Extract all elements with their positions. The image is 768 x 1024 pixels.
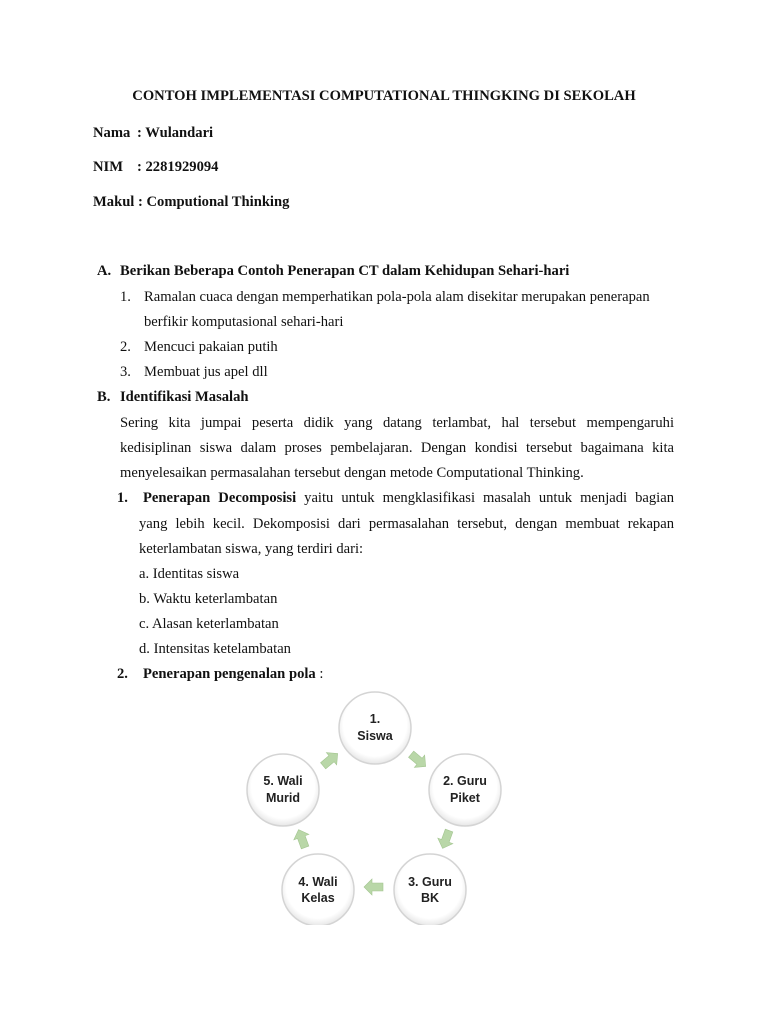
- document-title: CONTOH IMPLEMENTASI COMPUTATIONAL THINGKING DI SEKOLAH: [132, 88, 636, 104]
- section-a-heading: Berikan Beberapa Contoh Penerapan CT dalam Kehidupan Sehari-hari: [120, 263, 570, 279]
- node-label: 4. Wali: [298, 875, 338, 889]
- point-1-text: yaitu untuk mengklasifikasi masalah untuk menjadi bagian: [296, 490, 674, 506]
- paragraph-line: kedisiplinan siswa dalam proses pembelajaran. Dengan kondisi tersebut bagaimana kita: [120, 440, 674, 456]
- cycle-node-guru-piket: [429, 754, 501, 826]
- point-2-bold-term: Penerapan pengenalan pola: [143, 666, 316, 682]
- cycle-node-wali-murid: [247, 754, 319, 826]
- nim-value: : 2281929094: [137, 159, 219, 175]
- cycle-arrow: [406, 748, 431, 772]
- list-item-number: 1.: [120, 289, 131, 305]
- paragraph-line: menyelesaikan permasalahan tersebut dengan metode Computational Thinking.: [120, 465, 584, 481]
- point-2-text: :: [315, 666, 324, 682]
- point-2-number: 2.: [117, 666, 128, 682]
- node-label: 1.: [369, 712, 381, 726]
- list-item-text: Ramalan cuaca dengan memperhatikan pola-pola alam disekitar merupakan penerapan: [144, 289, 650, 305]
- cycle-diagram: [230, 690, 520, 925]
- list-item-text-continued: berfikir komputasional sehari-hari: [144, 314, 344, 330]
- cycle-arrow: [318, 747, 343, 771]
- point-1-line: [143, 491, 674, 506]
- point-1-line-2: yang lebih kecil. Dekomposisi dari permasalahan tersebut, dengan membuat rekapan: [139, 516, 674, 532]
- node-label: Murid: [265, 791, 301, 805]
- section-a-marker: A.: [97, 263, 112, 279]
- cycle-arrow: [291, 827, 313, 850]
- point-1-bold-term: Penerapan Decomposisi: [143, 490, 297, 506]
- node-label: Piket: [450, 791, 480, 805]
- section-b-marker: B.: [97, 389, 111, 405]
- sub-list-item: a. Identitas siswa: [139, 566, 240, 582]
- cycle-arrow: [364, 879, 383, 895]
- makul-label: Makul: [93, 194, 135, 210]
- cycle-node-wali-kelas: [282, 854, 354, 925]
- nama-value: : Wulandari: [137, 125, 214, 141]
- cycle-node-siswa: [339, 692, 411, 764]
- list-item-text: Mencuci pakaian putih: [144, 339, 278, 355]
- sub-list-item: d. Intensitas ketelambatan: [139, 641, 291, 657]
- node-label: Kelas: [301, 891, 335, 905]
- sub-list-item: c. Alasan keterlambatan: [139, 616, 279, 632]
- node-label: Siswa: [357, 729, 393, 743]
- cycle-arrow: [435, 828, 457, 851]
- point-2-line: [143, 667, 323, 682]
- list-item-number: 3.: [120, 364, 131, 380]
- makul-value: : Computional Thinking: [138, 194, 290, 210]
- section-b-heading: Identifikasi Masalah: [120, 389, 249, 405]
- node-label: 2. Guru: [443, 774, 487, 788]
- paragraph-line: Sering kita jumpai peserta didik yang datang terlambat, hal tersebut mempengaruhi: [120, 415, 674, 431]
- list-item-text: Membuat jus apel dll: [144, 364, 268, 380]
- cycle-node-guru-bk: [394, 854, 466, 925]
- nama-label: Nama: [93, 125, 131, 141]
- node-label: 5. Wali: [263, 774, 303, 788]
- point-1-number: 1.: [117, 490, 128, 506]
- list-item-number: 2.: [120, 339, 131, 355]
- sub-list-item: b. Waktu keterlambatan: [139, 591, 278, 607]
- node-label: BK: [420, 891, 440, 905]
- node-label: 3. Guru: [408, 875, 452, 889]
- point-1-line-3: keterlambatan siswa, yang terdiri dari:: [139, 541, 364, 557]
- nim-label: NIM: [93, 159, 123, 175]
